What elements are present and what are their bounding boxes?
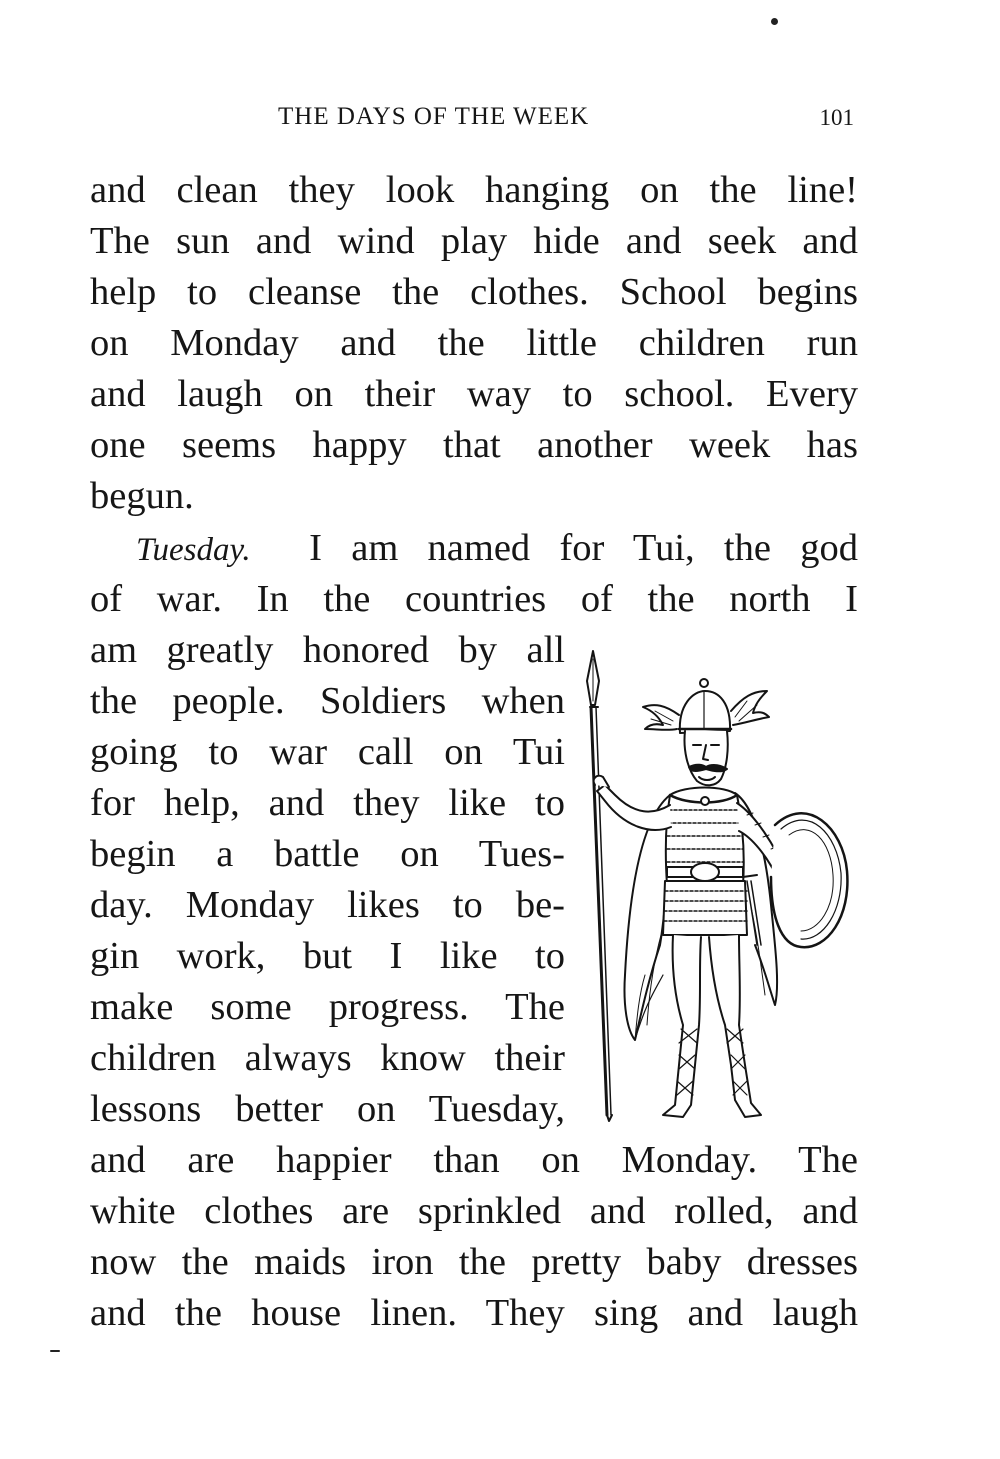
section-label: Tuesday. [136, 532, 251, 568]
viking-warrior-illustration [575, 645, 865, 1130]
text-line: begun. [90, 475, 194, 517]
text-line: now the maids iron the pretty baby dresses [90, 1241, 858, 1283]
round-shield-drawing [771, 813, 847, 947]
spear-drawing [587, 651, 612, 1121]
running-title: THE DAYS OF THE WEEK [278, 103, 590, 130]
page-number: 101 [819, 105, 854, 130]
text-line: and are happier than on Monday. The [90, 1139, 858, 1181]
text-line: one seems happy that another week has [90, 424, 858, 466]
text-line: make some progress. The [90, 986, 565, 1028]
text-line: of war. In the countries of the north I [90, 578, 858, 620]
chainmail-tunic-drawing [663, 788, 747, 936]
text-line-content: I am named for Tui, the god [309, 527, 858, 569]
text-line: children always know their [90, 1037, 565, 1079]
text-line: going to war call on Tui [90, 731, 565, 773]
text-line: gin work, but I like to [90, 935, 565, 977]
text-line: begin a battle on Tues- [90, 833, 565, 875]
text-line: lessons better on Tuesday, [90, 1088, 565, 1130]
running-head [90, 103, 860, 143]
text-line: for help, and they like to [90, 782, 565, 824]
text-line: and clean they look hanging on the line! [90, 169, 858, 211]
ink-speck [771, 18, 778, 25]
text-line: white clothes are sprinkled and rolled, and [90, 1190, 858, 1232]
text-line: and laugh on their way to school. Every [90, 373, 858, 415]
text-line: day. Monday likes to be- [90, 884, 565, 926]
text-line: and the house linen. They sing and laugh [90, 1292, 858, 1334]
face-drawing [685, 731, 728, 785]
text-line: the people. Soldiers when [90, 680, 565, 722]
text-line: on Monday and the little children run [90, 322, 858, 364]
text-line: help to cleanse the clothes. School begins [90, 271, 858, 313]
legs-drawing [663, 935, 761, 1117]
text-line: am greatly honored by all [90, 629, 565, 671]
text-line [136, 523, 858, 576]
ink-speck [50, 1350, 60, 1352]
text-line: The sun and wind play hide and seek and [90, 220, 858, 262]
winged-helmet-drawing [643, 679, 769, 733]
